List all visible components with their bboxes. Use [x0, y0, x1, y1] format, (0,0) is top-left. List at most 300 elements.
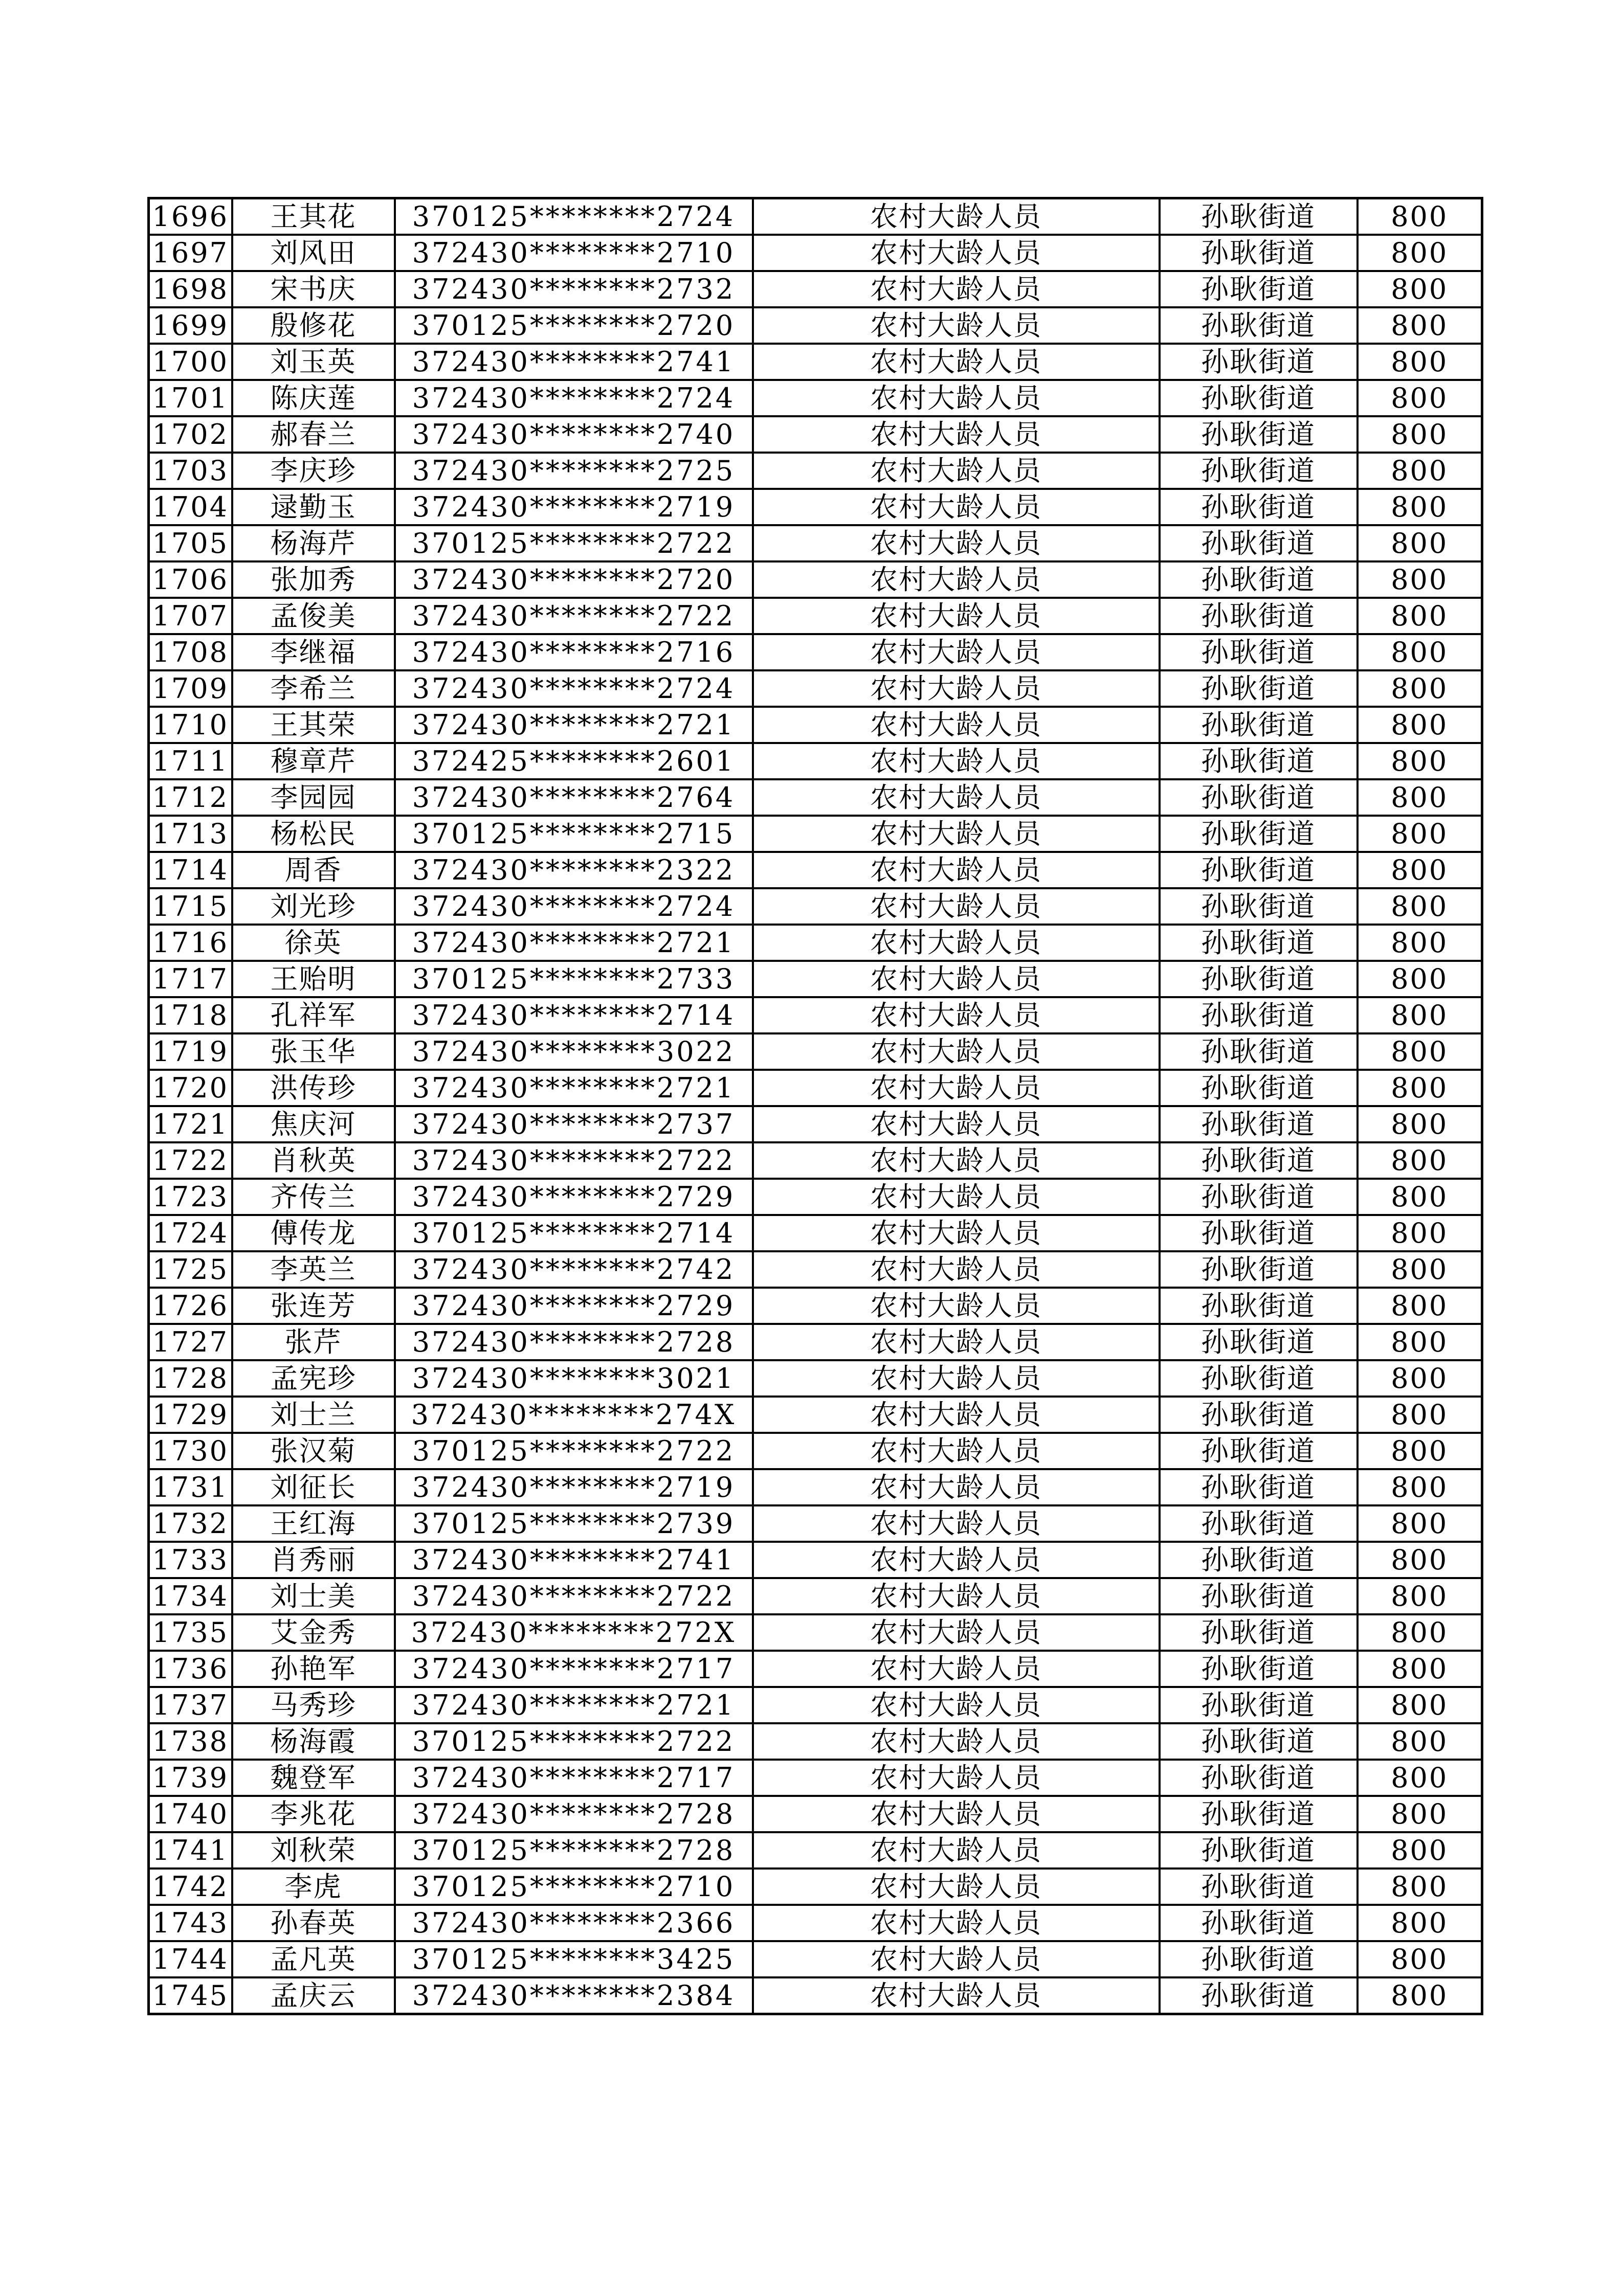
table-row — [149, 271, 1482, 307]
id-number: 372430********2725 — [395, 453, 753, 489]
table-row — [149, 1433, 1482, 1469]
table-row — [149, 198, 1482, 235]
street-cell: 孙耿街道 — [1160, 779, 1358, 816]
row-number: 1701 — [149, 380, 232, 416]
table-row — [149, 852, 1482, 888]
street-cell: 孙耿街道 — [1160, 307, 1358, 344]
id-number: 372430********3021 — [395, 1360, 753, 1397]
person-name: 孟凡英 — [232, 1941, 395, 1977]
street-cell: 孙耿街道 — [1160, 1977, 1358, 2014]
person-name: 殷修花 — [232, 307, 395, 344]
table-row — [149, 634, 1482, 670]
table-row — [149, 1033, 1482, 1070]
roster-table-body — [149, 198, 1482, 2014]
id-number: 370125********2722 — [395, 1433, 753, 1469]
amount-cell: 800 — [1358, 743, 1482, 779]
amount-cell: 800 — [1358, 1324, 1482, 1360]
category-cell: 农村大龄人员 — [753, 598, 1160, 634]
id-number: 370125********2728 — [395, 1832, 753, 1869]
table-row — [149, 888, 1482, 925]
person-name: 马秀珍 — [232, 1687, 395, 1723]
street-cell: 孙耿街道 — [1160, 1687, 1358, 1723]
row-number: 1716 — [149, 925, 232, 961]
table-row — [149, 1760, 1482, 1796]
street-cell: 孙耿街道 — [1160, 997, 1358, 1033]
street-cell: 孙耿街道 — [1160, 1905, 1358, 1941]
person-name: 王其花 — [232, 198, 395, 235]
table-row — [149, 1106, 1482, 1142]
person-name: 李虎 — [232, 1869, 395, 1905]
row-number: 1697 — [149, 235, 232, 271]
table-row — [149, 1469, 1482, 1505]
row-number: 1728 — [149, 1360, 232, 1397]
person-name: 李继福 — [232, 634, 395, 670]
person-name: 李兆花 — [232, 1796, 395, 1832]
amount-cell: 800 — [1358, 1505, 1482, 1542]
person-name: 刘士兰 — [232, 1397, 395, 1433]
category-cell: 农村大龄人员 — [753, 670, 1160, 707]
person-name: 孙艳军 — [232, 1651, 395, 1687]
category-cell: 农村大龄人员 — [753, 707, 1160, 743]
category-cell: 农村大龄人员 — [753, 1179, 1160, 1215]
row-number: 1708 — [149, 634, 232, 670]
street-cell: 孙耿街道 — [1160, 416, 1358, 453]
category-cell: 农村大龄人员 — [753, 1251, 1160, 1288]
row-number: 1715 — [149, 888, 232, 925]
id-number: 372430********2764 — [395, 779, 753, 816]
person-name: 张汉菊 — [232, 1433, 395, 1469]
amount-cell: 800 — [1358, 1142, 1482, 1179]
amount-cell: 800 — [1358, 525, 1482, 561]
table-row — [149, 235, 1482, 271]
category-cell: 农村大龄人员 — [753, 1142, 1160, 1179]
amount-cell: 800 — [1358, 416, 1482, 453]
row-number: 1741 — [149, 1832, 232, 1869]
table-row — [149, 598, 1482, 634]
amount-cell: 800 — [1358, 235, 1482, 271]
person-name: 孟宪珍 — [232, 1360, 395, 1397]
row-number: 1714 — [149, 852, 232, 888]
row-number: 1705 — [149, 525, 232, 561]
street-cell: 孙耿街道 — [1160, 1505, 1358, 1542]
id-number: 372430********2714 — [395, 997, 753, 1033]
category-cell: 农村大龄人员 — [753, 1505, 1160, 1542]
amount-cell: 800 — [1358, 1651, 1482, 1687]
category-cell: 农村大龄人员 — [753, 307, 1160, 344]
table-row — [149, 1578, 1482, 1614]
street-cell: 孙耿街道 — [1160, 1251, 1358, 1288]
id-number: 370125********3425 — [395, 1941, 753, 1977]
amount-cell: 800 — [1358, 453, 1482, 489]
street-cell: 孙耿街道 — [1160, 1723, 1358, 1760]
id-number: 370125********2722 — [395, 1723, 753, 1760]
person-name: 肖秋英 — [232, 1142, 395, 1179]
street-cell: 孙耿街道 — [1160, 380, 1358, 416]
amount-cell: 800 — [1358, 598, 1482, 634]
row-number: 1700 — [149, 344, 232, 380]
category-cell: 农村大龄人员 — [753, 1288, 1160, 1324]
id-number: 372430********2722 — [395, 598, 753, 634]
street-cell: 孙耿街道 — [1160, 707, 1358, 743]
id-number: 372430********2717 — [395, 1760, 753, 1796]
amount-cell: 800 — [1358, 707, 1482, 743]
table-row — [149, 489, 1482, 525]
table-row — [149, 997, 1482, 1033]
row-number: 1723 — [149, 1179, 232, 1215]
table-row — [149, 1977, 1482, 2014]
row-number: 1737 — [149, 1687, 232, 1723]
street-cell: 孙耿街道 — [1160, 1070, 1358, 1106]
table-row — [149, 1251, 1482, 1288]
amount-cell: 800 — [1358, 1760, 1482, 1796]
category-cell: 农村大龄人员 — [753, 743, 1160, 779]
category-cell: 农村大龄人员 — [753, 1941, 1160, 1977]
category-cell: 农村大龄人员 — [753, 1832, 1160, 1869]
id-number: 372430********2722 — [395, 1578, 753, 1614]
id-number: 372430********2719 — [395, 1469, 753, 1505]
person-name: 魏登军 — [232, 1760, 395, 1796]
person-name: 李庆珍 — [232, 453, 395, 489]
category-cell: 农村大龄人员 — [753, 271, 1160, 307]
street-cell: 孙耿街道 — [1160, 489, 1358, 525]
table-row — [149, 925, 1482, 961]
table-row — [149, 561, 1482, 598]
person-name: 艾金秀 — [232, 1614, 395, 1651]
id-number: 372430********274X — [395, 1397, 753, 1433]
table-row — [149, 453, 1482, 489]
amount-cell: 800 — [1358, 779, 1482, 816]
row-number: 1727 — [149, 1324, 232, 1360]
category-cell: 农村大龄人员 — [753, 634, 1160, 670]
person-name: 王贻明 — [232, 961, 395, 997]
person-name: 杨海芹 — [232, 525, 395, 561]
amount-cell: 800 — [1358, 670, 1482, 707]
category-cell: 农村大龄人员 — [753, 1397, 1160, 1433]
street-cell: 孙耿街道 — [1160, 1215, 1358, 1251]
table-row — [149, 1905, 1482, 1941]
table-row — [149, 1869, 1482, 1905]
table-row — [149, 707, 1482, 743]
table-row — [149, 1941, 1482, 1977]
category-cell: 农村大龄人员 — [753, 961, 1160, 997]
table-row — [149, 1614, 1482, 1651]
category-cell: 农村大龄人员 — [753, 997, 1160, 1033]
amount-cell: 800 — [1358, 1033, 1482, 1070]
id-number: 372430********2721 — [395, 707, 753, 743]
category-cell: 农村大龄人员 — [753, 888, 1160, 925]
category-cell: 农村大龄人员 — [753, 1723, 1160, 1760]
id-number: 370125********2739 — [395, 1505, 753, 1542]
person-name: 肖秀丽 — [232, 1542, 395, 1578]
street-cell: 孙耿街道 — [1160, 1469, 1358, 1505]
row-number: 1722 — [149, 1142, 232, 1179]
amount-cell: 800 — [1358, 1288, 1482, 1324]
table-row — [149, 307, 1482, 344]
amount-cell: 800 — [1358, 489, 1482, 525]
row-number: 1706 — [149, 561, 232, 598]
amount-cell: 800 — [1358, 997, 1482, 1033]
table-row — [149, 1288, 1482, 1324]
id-number: 372430********2741 — [395, 344, 753, 380]
category-cell: 农村大龄人员 — [753, 1614, 1160, 1651]
street-cell: 孙耿街道 — [1160, 961, 1358, 997]
id-number: 372430********2724 — [395, 380, 753, 416]
person-name: 逯勤玉 — [232, 489, 395, 525]
category-cell: 农村大龄人员 — [753, 1324, 1160, 1360]
street-cell: 孙耿街道 — [1160, 198, 1358, 235]
amount-cell: 800 — [1358, 1397, 1482, 1433]
person-name: 齐传兰 — [232, 1179, 395, 1215]
street-cell: 孙耿街道 — [1160, 1288, 1358, 1324]
row-number: 1718 — [149, 997, 232, 1033]
category-cell: 农村大龄人员 — [753, 453, 1160, 489]
category-cell: 农村大龄人员 — [753, 1869, 1160, 1905]
category-cell: 农村大龄人员 — [753, 1796, 1160, 1832]
id-number: 372430********2742 — [395, 1251, 753, 1288]
category-cell: 农村大龄人员 — [753, 1760, 1160, 1796]
table-row — [149, 1179, 1482, 1215]
table-row — [149, 1796, 1482, 1832]
street-cell: 孙耿街道 — [1160, 1106, 1358, 1142]
person-name: 徐英 — [232, 925, 395, 961]
person-name: 刘秋荣 — [232, 1832, 395, 1869]
row-number: 1717 — [149, 961, 232, 997]
amount-cell: 800 — [1358, 1614, 1482, 1651]
street-cell: 孙耿街道 — [1160, 271, 1358, 307]
person-name: 李英兰 — [232, 1251, 395, 1288]
street-cell: 孙耿街道 — [1160, 816, 1358, 852]
id-number: 370125********2724 — [395, 198, 753, 235]
person-name: 焦庆河 — [232, 1106, 395, 1142]
category-cell: 农村大龄人员 — [753, 561, 1160, 598]
id-number: 372430********2721 — [395, 1070, 753, 1106]
amount-cell: 800 — [1358, 634, 1482, 670]
id-number: 372430********2721 — [395, 925, 753, 961]
id-number: 372425********2601 — [395, 743, 753, 779]
person-name: 王其荣 — [232, 707, 395, 743]
table-row — [149, 1324, 1482, 1360]
id-number: 370125********2710 — [395, 1869, 753, 1905]
row-number: 1704 — [149, 489, 232, 525]
id-number: 372430********2721 — [395, 1687, 753, 1723]
id-number: 370125********2715 — [395, 816, 753, 852]
table-row — [149, 961, 1482, 997]
amount-cell: 800 — [1358, 1360, 1482, 1397]
row-number: 1703 — [149, 453, 232, 489]
id-number: 372430********2716 — [395, 634, 753, 670]
person-name: 杨海霞 — [232, 1723, 395, 1760]
row-number: 1721 — [149, 1106, 232, 1142]
row-number: 1699 — [149, 307, 232, 344]
row-number: 1719 — [149, 1033, 232, 1070]
category-cell: 农村大龄人员 — [753, 1433, 1160, 1469]
row-number: 1738 — [149, 1723, 232, 1760]
person-name: 陈庆莲 — [232, 380, 395, 416]
person-name: 洪传珍 — [232, 1070, 395, 1106]
street-cell: 孙耿街道 — [1160, 1651, 1358, 1687]
person-name: 李希兰 — [232, 670, 395, 707]
amount-cell: 800 — [1358, 1070, 1482, 1106]
id-number: 372430********2722 — [395, 1142, 753, 1179]
street-cell: 孙耿街道 — [1160, 235, 1358, 271]
row-number: 1725 — [149, 1251, 232, 1288]
category-cell: 农村大龄人员 — [753, 1360, 1160, 1397]
amount-cell: 800 — [1358, 1106, 1482, 1142]
table-row — [149, 1215, 1482, 1251]
person-name: 郝春兰 — [232, 416, 395, 453]
street-cell: 孙耿街道 — [1160, 1614, 1358, 1651]
row-number: 1742 — [149, 1869, 232, 1905]
table-row — [149, 380, 1482, 416]
category-cell: 农村大龄人员 — [753, 1578, 1160, 1614]
category-cell: 农村大龄人员 — [753, 1905, 1160, 1941]
id-number: 372430********2720 — [395, 561, 753, 598]
street-cell: 孙耿街道 — [1160, 525, 1358, 561]
row-number: 1740 — [149, 1796, 232, 1832]
id-number: 372430********3022 — [395, 1033, 753, 1070]
person-name: 张加秀 — [232, 561, 395, 598]
street-cell: 孙耿街道 — [1160, 344, 1358, 380]
category-cell: 农村大龄人员 — [753, 779, 1160, 816]
amount-cell: 800 — [1358, 1578, 1482, 1614]
person-name: 刘风田 — [232, 235, 395, 271]
amount-cell: 800 — [1358, 561, 1482, 598]
street-cell: 孙耿街道 — [1160, 670, 1358, 707]
table-row — [149, 1542, 1482, 1578]
amount-cell: 800 — [1358, 1977, 1482, 2014]
roster-table — [147, 197, 1483, 2015]
category-cell: 农村大龄人员 — [753, 1651, 1160, 1687]
table-row — [149, 416, 1482, 453]
street-cell: 孙耿街道 — [1160, 1360, 1358, 1397]
row-number: 1710 — [149, 707, 232, 743]
id-number: 372430********2724 — [395, 888, 753, 925]
street-cell: 孙耿街道 — [1160, 1832, 1358, 1869]
category-cell: 农村大龄人员 — [753, 380, 1160, 416]
person-name: 孔祥军 — [232, 997, 395, 1033]
street-cell: 孙耿街道 — [1160, 1578, 1358, 1614]
table-row — [149, 816, 1482, 852]
row-number: 1709 — [149, 670, 232, 707]
amount-cell: 800 — [1358, 1215, 1482, 1251]
person-name: 刘士美 — [232, 1578, 395, 1614]
row-number: 1730 — [149, 1433, 232, 1469]
amount-cell: 800 — [1358, 1869, 1482, 1905]
id-number: 372430********2729 — [395, 1179, 753, 1215]
category-cell: 农村大龄人员 — [753, 489, 1160, 525]
amount-cell: 800 — [1358, 1469, 1482, 1505]
table-row — [149, 525, 1482, 561]
category-cell: 农村大龄人员 — [753, 816, 1160, 852]
row-number: 1724 — [149, 1215, 232, 1251]
amount-cell: 800 — [1358, 1796, 1482, 1832]
id-number: 372430********2737 — [395, 1106, 753, 1142]
table-row — [149, 1505, 1482, 1542]
table-row — [149, 344, 1482, 380]
street-cell: 孙耿街道 — [1160, 598, 1358, 634]
row-number: 1713 — [149, 816, 232, 852]
category-cell: 农村大龄人员 — [753, 1977, 1160, 2014]
street-cell: 孙耿街道 — [1160, 852, 1358, 888]
person-name: 孟俊美 — [232, 598, 395, 634]
person-name: 刘征长 — [232, 1469, 395, 1505]
row-number: 1734 — [149, 1578, 232, 1614]
table-row — [149, 1832, 1482, 1869]
row-number: 1744 — [149, 1941, 232, 1977]
id-number: 372430********2728 — [395, 1796, 753, 1832]
person-name: 杨松民 — [232, 816, 395, 852]
category-cell: 农村大龄人员 — [753, 1542, 1160, 1578]
table-row — [149, 1360, 1482, 1397]
person-name: 宋书庆 — [232, 271, 395, 307]
row-number: 1736 — [149, 1651, 232, 1687]
id-number: 372430********272X — [395, 1614, 753, 1651]
amount-cell: 800 — [1358, 1832, 1482, 1869]
id-number: 370125********2722 — [395, 525, 753, 561]
row-number: 1739 — [149, 1760, 232, 1796]
table-row — [149, 1397, 1482, 1433]
amount-cell: 800 — [1358, 925, 1482, 961]
person-name: 张连芳 — [232, 1288, 395, 1324]
amount-cell: 800 — [1358, 1251, 1482, 1288]
amount-cell: 800 — [1358, 852, 1482, 888]
category-cell: 农村大龄人员 — [753, 198, 1160, 235]
amount-cell: 800 — [1358, 888, 1482, 925]
id-number: 372430********2724 — [395, 670, 753, 707]
id-number: 372430********2710 — [395, 235, 753, 271]
category-cell: 农村大龄人员 — [753, 1106, 1160, 1142]
category-cell: 农村大龄人员 — [753, 1033, 1160, 1070]
id-number: 372430********2729 — [395, 1288, 753, 1324]
street-cell: 孙耿街道 — [1160, 561, 1358, 598]
table-row — [149, 1070, 1482, 1106]
street-cell: 孙耿街道 — [1160, 1941, 1358, 1977]
street-cell: 孙耿街道 — [1160, 1433, 1358, 1469]
table-row — [149, 743, 1482, 779]
street-cell: 孙耿街道 — [1160, 1324, 1358, 1360]
street-cell: 孙耿街道 — [1160, 1397, 1358, 1433]
amount-cell: 800 — [1358, 1179, 1482, 1215]
category-cell: 农村大龄人员 — [753, 1215, 1160, 1251]
street-cell: 孙耿街道 — [1160, 1869, 1358, 1905]
id-number: 372430********2740 — [395, 416, 753, 453]
table-row — [149, 1687, 1482, 1723]
row-number: 1698 — [149, 271, 232, 307]
row-number: 1726 — [149, 1288, 232, 1324]
amount-cell: 800 — [1358, 1941, 1482, 1977]
row-number: 1732 — [149, 1505, 232, 1542]
street-cell: 孙耿街道 — [1160, 1033, 1358, 1070]
amount-cell: 800 — [1358, 1687, 1482, 1723]
category-cell: 农村大龄人员 — [753, 1070, 1160, 1106]
row-number: 1733 — [149, 1542, 232, 1578]
row-number: 1735 — [149, 1614, 232, 1651]
category-cell: 农村大龄人员 — [753, 925, 1160, 961]
person-name: 孙春英 — [232, 1905, 395, 1941]
table-row — [149, 779, 1482, 816]
category-cell: 农村大龄人员 — [753, 1687, 1160, 1723]
id-number: 372430********2741 — [395, 1542, 753, 1578]
street-cell: 孙耿街道 — [1160, 743, 1358, 779]
row-number: 1702 — [149, 416, 232, 453]
row-number: 1729 — [149, 1397, 232, 1433]
street-cell: 孙耿街道 — [1160, 888, 1358, 925]
category-cell: 农村大龄人员 — [753, 1469, 1160, 1505]
row-number: 1731 — [149, 1469, 232, 1505]
row-number: 1743 — [149, 1905, 232, 1941]
person-name: 张芹 — [232, 1324, 395, 1360]
person-name: 刘玉英 — [232, 344, 395, 380]
